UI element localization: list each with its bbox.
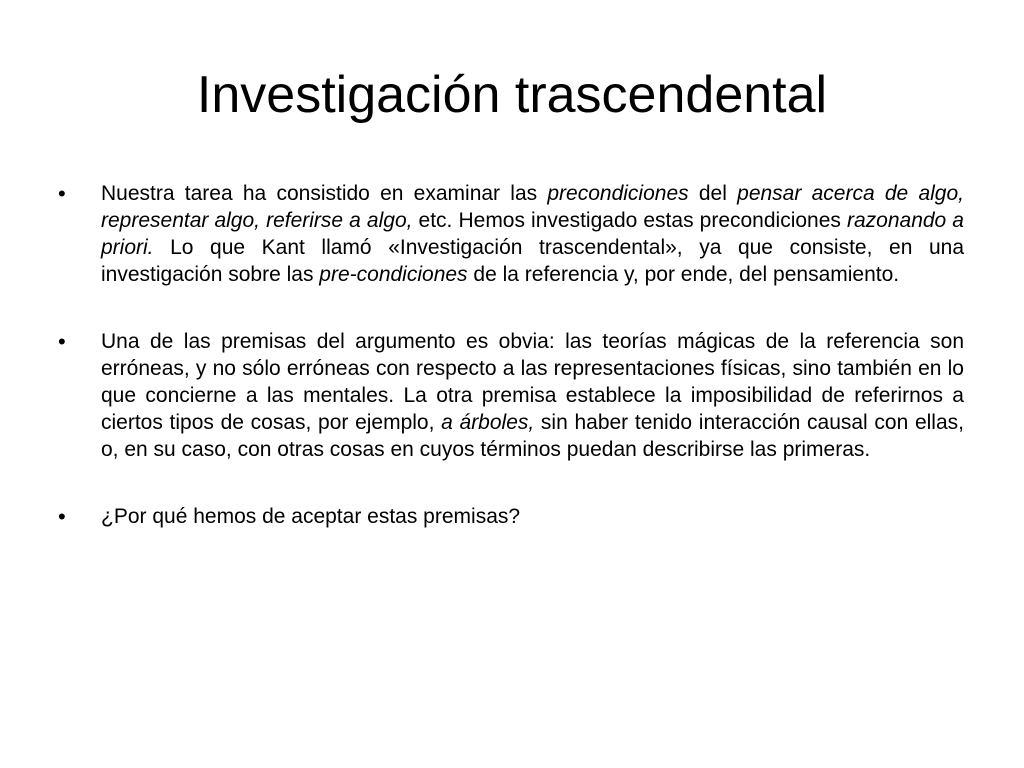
bullet-item bbox=[58, 328, 964, 463]
bullet-text bbox=[101, 503, 964, 530]
italic-text-segment: pre-condiciones bbox=[319, 263, 468, 286]
bullet-list bbox=[58, 180, 964, 570]
bullet-text bbox=[101, 180, 964, 288]
text-segment: Nuestra tarea ha consistido en examinar las bbox=[101, 182, 548, 205]
text-segment: ¿Por qué hemos de aceptar estas premisas? bbox=[101, 505, 521, 528]
text-segment: de la referencia y, por ende, del pensamiento. bbox=[467, 263, 900, 286]
italic-text-segment: pensar acerca de algo, representar algo, referirse a algo, bbox=[101, 182, 964, 232]
italic-text-segment: razonando a priori. bbox=[101, 209, 964, 259]
text-segment: Lo que Kant llamó «Investigación trascendental», ya que consiste, en una investigación sobre las bbox=[101, 236, 964, 286]
bullet-item bbox=[58, 180, 964, 288]
text-segment: del bbox=[688, 182, 738, 205]
bullet-point-icon: • bbox=[58, 329, 66, 354]
italic-text-segment: a árboles, bbox=[441, 411, 535, 434]
bullet-text bbox=[101, 328, 964, 463]
bullet-point-icon: • bbox=[58, 504, 66, 529]
bullet-point-icon: • bbox=[58, 181, 66, 206]
text-segment: etc. Hemos investigado estas precondiciones bbox=[412, 209, 847, 232]
slide-title: Investigación trascendental bbox=[196, 66, 828, 124]
italic-text-segment: precondiciones bbox=[547, 182, 689, 205]
text-segment: sin haber tenido interacción causal con ellas, o, en su caso, con otras cosas en cuyos términos puedan describirse las primeras. bbox=[101, 411, 964, 461]
bullet-item bbox=[58, 503, 964, 530]
text-segment: Una de las premisas del argumento es obvia: las teorías mágicas de la referencia son erróneas, y no sólo erróneas con respecto a las representaciones físicas, sino también en lo que concierne a las mentales. La otra premisa establece la imposibilidad de referirnos a ciertos tipos de cosas, por ejemplo, bbox=[101, 330, 964, 434]
